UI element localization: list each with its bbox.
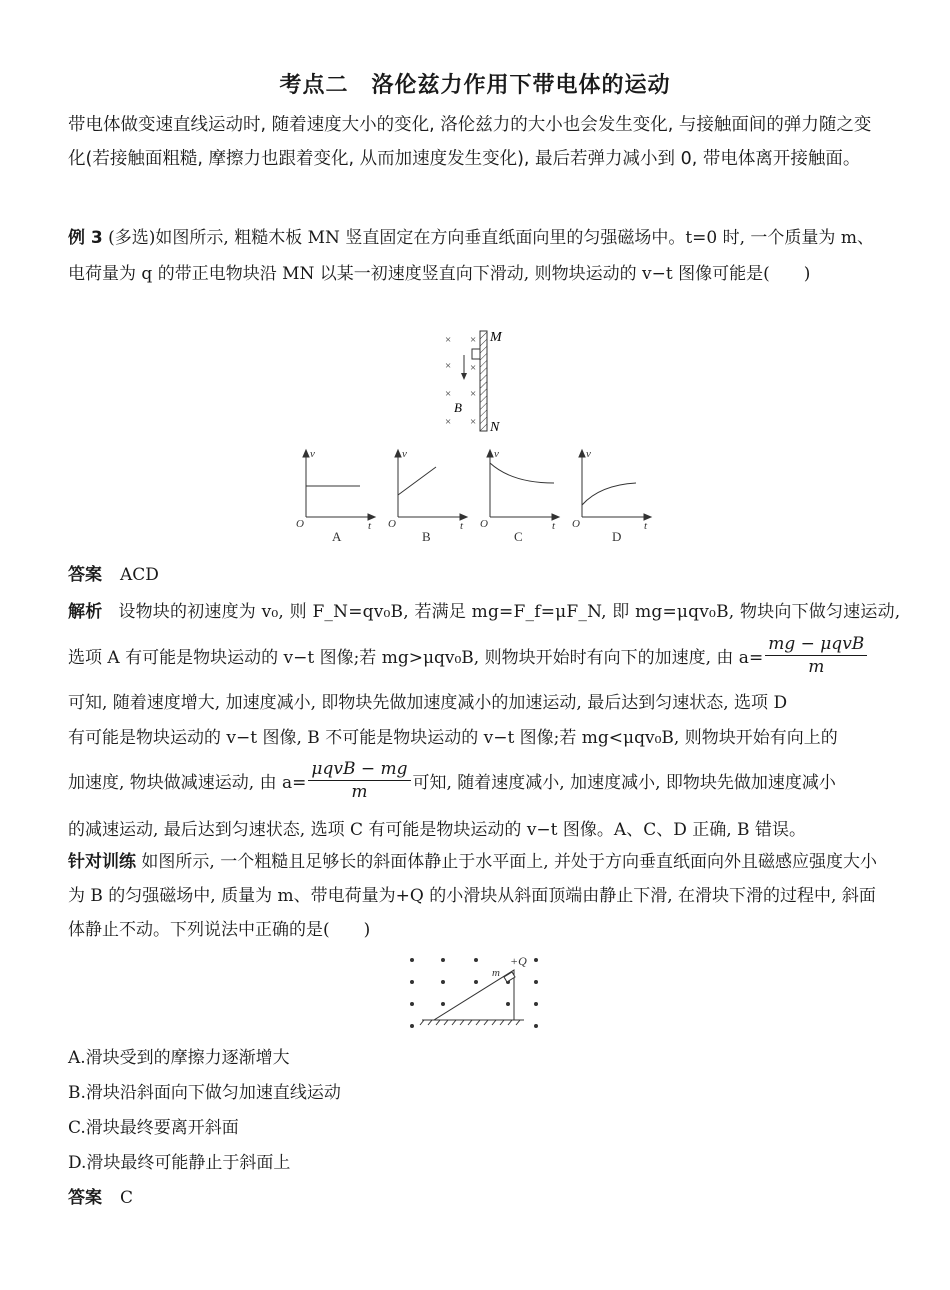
- field-cross: ×: [445, 334, 452, 346]
- block: [472, 349, 480, 359]
- field-cross: ×: [445, 388, 452, 400]
- analysis-label: 解析: [68, 602, 103, 622]
- answer-value: C: [120, 1188, 134, 1208]
- field-cross: ×: [445, 416, 452, 428]
- fraction-2: $\frac{\text{μqvB − mg}}{m}$: [308, 758, 410, 803]
- field-cross: ×: [470, 416, 477, 428]
- label-b: B: [454, 400, 462, 415]
- origin: O: [572, 518, 580, 530]
- field-dots: [410, 958, 538, 1028]
- graph-d-curve: [582, 483, 636, 505]
- analysis-line-2: 选项 A 有可能是物块运动的 v−t 图像;若 mg>μqv₀B, 则物块开始时有向下的加速度, 由 a= $\frac{\text{mg − μqvB}}{m}$: [68, 633, 869, 678]
- slider-block: [504, 972, 515, 982]
- axis-t: t: [460, 520, 464, 532]
- axis-v: v: [586, 448, 591, 460]
- graph-label-d: D: [612, 529, 622, 544]
- section-title: 考点二 洛伦兹力作用下带电体的运动: [279, 73, 671, 98]
- training-label: 针对训练: [68, 852, 136, 872]
- graph-c-curve: [490, 463, 554, 483]
- analysis-line-4: 有可能是物块运动的 v−t 图像, B 不可能是物块运动的 v−t 图像;若 mg<μqv₀B, 则物块开始有向上的: [68, 728, 838, 748]
- label-m: M: [490, 330, 502, 345]
- graph-label-b: B: [422, 529, 431, 544]
- answer-value: ACD: [120, 565, 159, 585]
- axis-t: t: [552, 520, 556, 532]
- graph-label-a: A: [332, 529, 342, 544]
- vt-graphs: [290, 445, 670, 545]
- figure-board-field: [430, 325, 520, 440]
- answer-1: [68, 560, 159, 585]
- incline: [434, 970, 514, 1020]
- analysis-line-6: 的减速运动, 最后达到匀速状态, 选项 C 有可能是物块运动的 v−t 图像。A、C、D 正确, B 错误。: [68, 820, 806, 840]
- field-cross: ×: [470, 388, 477, 400]
- graph-label-c: C: [514, 529, 523, 544]
- axis-v: v: [402, 448, 407, 460]
- label-charge: +Q: [510, 954, 527, 968]
- field-cross: ×: [445, 360, 452, 372]
- board-mn: [480, 331, 487, 431]
- origin: O: [480, 518, 488, 530]
- intro-paragraph: 带电体做变速直线运动时, 随着速度大小的变化, 洛伦兹力的大小也会发生变化, 与接触面间的弹力随之变化(若接触面粗糙, 摩擦力也跟着变化, 从而加速度发生变化), 最后若弹力减小到 0, 带电体离开接触面。: [68, 115, 872, 169]
- training-text: 如图所示, 一个粗糙且足够长的斜面体静止于水平面上, 并处于方向垂直纸面向外且磁感应强度大小为 B 的匀强磁场中, 质量为 m、带电荷量为+Q 的小滑块从斜面顶端由静止下滑, 在滑块下滑的过程中, 斜面体静止不动。下列说法中正确的是( ): [68, 852, 878, 940]
- training-question: [68, 845, 883, 947]
- answer-label: 答案: [68, 1188, 102, 1208]
- example-text: (多选)如图所示, 粗糙木板 MN 竖直固定在方向垂直纸面向里的匀强磁场中。t=0 时, 一个质量为 m、电荷量为 q 的带正电物块沿 MN 以某一初速度竖直向下滑动, 则物块运动的 v−t 图像可能是( ): [68, 228, 874, 284]
- label-n: N: [490, 420, 500, 435]
- answer-2: [68, 1183, 133, 1208]
- field-cross: ×: [470, 334, 477, 346]
- field-cross: ×: [470, 362, 477, 374]
- axis-v: v: [494, 448, 499, 460]
- axis-t: t: [368, 520, 372, 532]
- option-d: D.滑块最终可能静止于斜面上: [68, 1153, 291, 1173]
- analysis-line-1: 解析 设物块的初速度为 v₀, 则 F_N=qv₀B, 若满足 mg=F_f=μF_N, 即 mg=μqv₀B, 物块向下做匀速运动,: [68, 602, 901, 622]
- option-c: C.滑块最终要离开斜面: [68, 1118, 239, 1138]
- axis-v: v: [310, 448, 315, 460]
- analysis-line-5: 加速度, 物块做减速运动, 由 a= $\frac{\text{μqvB − mg}}{m}$ 可知, 随着速度减小, 加速度减小, 即物块先做加速度减小: [68, 759, 836, 802]
- label-mass: m: [492, 967, 500, 979]
- fraction-1: $\frac{\text{mg − μqvB}}{m}$: [765, 633, 867, 678]
- example-label: 例 3: [68, 228, 103, 248]
- origin: O: [296, 518, 304, 530]
- graph-b-curve: [398, 467, 436, 495]
- example-3: [68, 220, 883, 292]
- option-b: B.滑块沿斜面向下做匀加速直线运动: [68, 1083, 341, 1103]
- analysis-line-3: 可知, 随着速度增大, 加速度减小, 即物块先做加速度减小的加速运动, 最后达到匀速状态, 选项 D: [68, 693, 788, 713]
- origin: O: [388, 518, 396, 530]
- ground-hatch: [420, 1020, 520, 1025]
- answer-label: 答案: [68, 565, 102, 585]
- figure-incline: [400, 950, 550, 1035]
- axis-t: t: [644, 520, 648, 532]
- option-a: A.滑块受到的摩擦力逐渐增大: [68, 1048, 290, 1068]
